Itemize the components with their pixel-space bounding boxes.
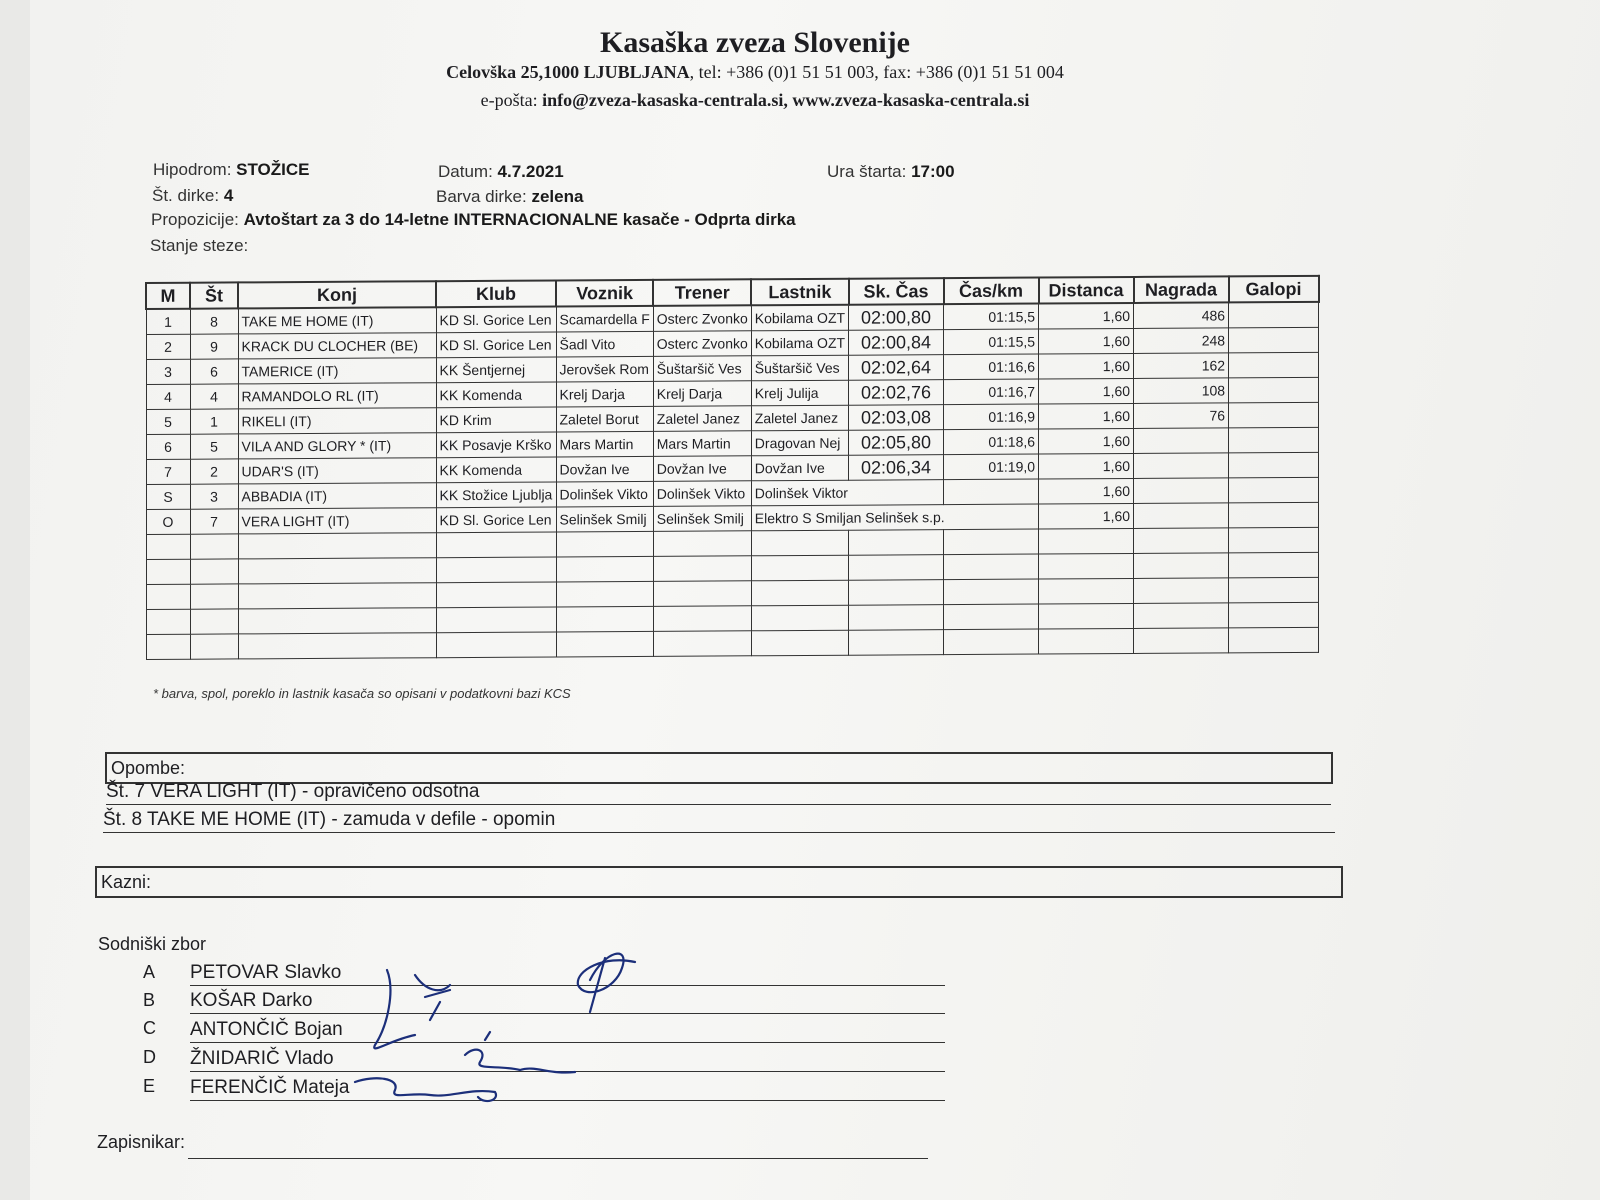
col-header: Čas/km [944, 278, 1039, 305]
col-header: Konj [238, 281, 436, 308]
cell-trainer: Dolinšek Vikto [653, 481, 751, 507]
cell-horse: RIKELI (IT) [238, 408, 436, 434]
cell-distance: 1,60 [1039, 403, 1134, 429]
cell-number: 9 [190, 334, 238, 359]
org-address: Celovška 25,1000 LJUBLJANA, tel: +386 (0)1 51 51 003, fax: +386 (0)1 51 51 004 [446, 62, 1064, 82]
cell-time-km: 01:16,6 [944, 354, 1039, 380]
cell-place: 2 [146, 334, 190, 359]
jury-letter: D [143, 1047, 156, 1067]
cell-club: KD Sl. Gorice Len [436, 332, 556, 358]
cell-place: 5 [146, 409, 190, 434]
cell-owner: Kobilama OZT [751, 305, 848, 331]
cell-horse: TAMERICE (IT) [238, 358, 436, 384]
cell-horse: VERA LIGHT (IT) [238, 508, 436, 534]
cell-time-km: 01:18,6 [944, 429, 1039, 455]
col-header: Nagrada [1134, 276, 1229, 303]
cell-place: 4 [146, 384, 190, 409]
jury-letter: A [143, 962, 156, 982]
cell-distance: 1,60 [1039, 503, 1134, 529]
cell-place: 7 [146, 459, 190, 484]
cell-trainer: Mars Martin [653, 431, 751, 457]
col-header: Distanca [1039, 277, 1134, 304]
cell-distance: 1,60 [1039, 378, 1134, 404]
cell-distance: 1,60 [1039, 303, 1134, 329]
jury-letter: C [143, 1018, 156, 1038]
cell-driver: Dolinšek Vikto [556, 481, 653, 507]
jury-name: PETOVAR Slavko [190, 961, 945, 986]
signature-b [415, 975, 450, 1020]
footnote: * barva, spol, poreklo in lastnik kasača so opisani v podatkovni bazi KCS [153, 686, 571, 701]
cell-time-km: 01:15,5 [944, 304, 1039, 330]
cell-club: KK Stožice Ljublja [436, 482, 556, 508]
opombe-line: Št. 7 VERA LIGHT (IT) - opravičeno odsotna [106, 780, 1331, 805]
cell-owner: Zaletel Janez [751, 405, 848, 431]
cell-driver: Dovžan Ive [556, 456, 653, 482]
cell-time: 02:00,84 [849, 330, 944, 356]
opombe-box: Opombe: [105, 752, 1333, 784]
meta-datum: Datum: 4.7.2021 [438, 162, 564, 181]
meta-barva: Barva dirke: zelena [436, 187, 584, 206]
col-header: Št [190, 282, 238, 308]
cell-horse: VILA AND GLORY * (IT) [238, 433, 436, 459]
cell-distance: 1,60 [1039, 428, 1134, 454]
cell-number: 2 [190, 459, 238, 484]
cell-place: 1 [146, 309, 190, 335]
cell-owner: Dragovan Nej [751, 430, 848, 456]
cell-trainer: Dovžan Ive [653, 456, 751, 482]
jury-name: ŽNIDARIČ Vlado [190, 1047, 945, 1072]
cell-driver: Jerovšek Rom [556, 356, 653, 382]
cell-club: KD Sl. Gorice Len [436, 507, 556, 533]
meta-ura: Ura štarta: 17:00 [827, 162, 955, 181]
cell-number: 6 [190, 359, 238, 384]
cell-club: KK Komenda [436, 382, 556, 408]
cell-trainer: Zaletel Janez [653, 406, 751, 432]
cell-owner: Elektro S Smiljan Selinšek s.p. [751, 504, 1038, 531]
cell-club: KD Krim [436, 407, 556, 433]
cell-number: 4 [190, 384, 238, 409]
col-header: Trener [653, 279, 751, 306]
cell-prize: 108 [1134, 378, 1229, 404]
meta-propozicije: Propozicije: Avtoštart za 3 do 14-letne INTERNACIONALNE kasače - Odprta dirka [151, 210, 796, 229]
col-header: Voznik [556, 280, 653, 307]
cell-distance: 1,60 [1039, 353, 1134, 379]
cell-trainer: Osterc Zvonko [653, 305, 751, 331]
jury-name: ANTONČIČ Bojan [190, 1018, 945, 1043]
opombe-line: Št. 8 TAKE ME HOME (IT) - zamuda v defile - opomin [103, 808, 1335, 833]
col-header: Klub [436, 280, 556, 307]
zapisnikar-label: Zapisnikar: [97, 1132, 186, 1152]
signature-e [355, 1078, 496, 1101]
cell-time-km: 01:16,7 [944, 379, 1039, 405]
cell-driver: Mars Martin [556, 431, 653, 457]
col-header: M [146, 283, 190, 309]
cell-horse: TAKE ME HOME (IT) [238, 307, 436, 334]
cell-number: 7 [190, 509, 238, 534]
cell-time-km: 01:19,0 [944, 454, 1039, 480]
cell-number: 5 [190, 434, 238, 459]
jury-name: KOŠAR Darko [190, 989, 945, 1014]
cell-driver: Scamardella F [556, 306, 653, 332]
col-header: Lastnik [751, 279, 848, 306]
cell-distance: 1,60 [1039, 453, 1134, 479]
cell-driver: Selinšek Smilj [556, 506, 653, 532]
cell-number: 8 [190, 308, 238, 334]
cell-driver: Zaletel Borut [556, 406, 653, 432]
cell-trainer: Selinšek Smilj [653, 506, 751, 532]
cell-owner: Šuštaršič Ves [751, 355, 848, 381]
cell-owner: Dovžan Ive [751, 455, 848, 481]
cell-trainer: Osterc Zvonko [653, 331, 751, 357]
org-contact: e-pošta: info@zveza-kasaska-centrala.si, www.zveza-kasaska-centrala.si [480, 90, 1030, 110]
cell-place: 6 [146, 434, 190, 459]
cell-distance: 1,60 [1039, 478, 1134, 504]
cell-owner: Kobilama OZT [751, 330, 848, 356]
cell-time-km: 01:16,9 [944, 404, 1039, 430]
cell-number: 3 [190, 484, 238, 509]
cell-time: 02:02,64 [849, 355, 944, 381]
meta-hipodrom: Hipodrom: STOŽICE [153, 160, 310, 179]
cell-time-km: 01:15,5 [944, 329, 1039, 355]
cell-driver: Šadl Vito [556, 331, 653, 357]
cell-driver: Krelj Darja [556, 381, 653, 407]
cell-distance: 1,60 [1039, 328, 1134, 354]
cell-prize: 248 [1134, 328, 1229, 354]
col-header: Galopi [1229, 276, 1319, 303]
col-header: Sk. Čas [849, 278, 944, 305]
cell-club: KK Komenda [436, 457, 556, 483]
cell-club: KK Posavje Krško [436, 432, 556, 458]
cell-owner: Dolinšek Viktor [751, 480, 943, 506]
cell-time: 02:02,76 [849, 380, 944, 406]
signature-c [374, 970, 415, 1048]
cell-number: 1 [190, 409, 238, 434]
cell-prize: 162 [1134, 353, 1229, 379]
org-title: Kasaška zveza Slovenije [600, 26, 910, 59]
jury-title: Sodniški zbor [98, 934, 207, 954]
cell-place: 3 [146, 359, 190, 384]
cell-time: 02:00,80 [849, 304, 944, 330]
cell-club: KD Sl. Gorice Len [436, 306, 556, 332]
jury-letter: E [143, 1076, 156, 1096]
meta-dirka: Št. dirke: 4 [152, 186, 234, 205]
cell-prize: 76 [1134, 403, 1229, 429]
cell-time: 02:05,80 [849, 430, 944, 456]
jury-letter: B [143, 990, 156, 1010]
cell-place: S [146, 484, 190, 509]
cell-owner: Krelj Julija [751, 380, 848, 406]
kazni-box: Kazni: [95, 866, 1343, 898]
meta-stanje: Stanje steze: [150, 236, 249, 255]
signatures-overlay [30, 0, 1600, 1200]
cell-club: KK Šentjernej [436, 357, 556, 383]
cell-time: 02:03,08 [849, 405, 944, 431]
signature-d [465, 1032, 575, 1073]
jury-name: FERENČIČ Mateja [190, 1076, 945, 1101]
cell-horse: ABBADIA (IT) [238, 483, 436, 509]
signature-a [578, 954, 635, 1012]
cell-trainer: Krelj Darja [653, 381, 751, 407]
cell-place: O [146, 509, 190, 534]
cell-horse: KRACK DU CLOCHER (BE) [238, 333, 436, 359]
cell-horse: RAMANDOLO RL (IT) [238, 383, 436, 409]
form-paper [30, 0, 1600, 1200]
cell-horse: UDAR'S (IT) [238, 458, 436, 484]
cell-trainer: Šuštaršič Ves [653, 356, 751, 382]
cell-prize: 486 [1134, 302, 1229, 328]
cell-time: 02:06,34 [849, 455, 944, 481]
